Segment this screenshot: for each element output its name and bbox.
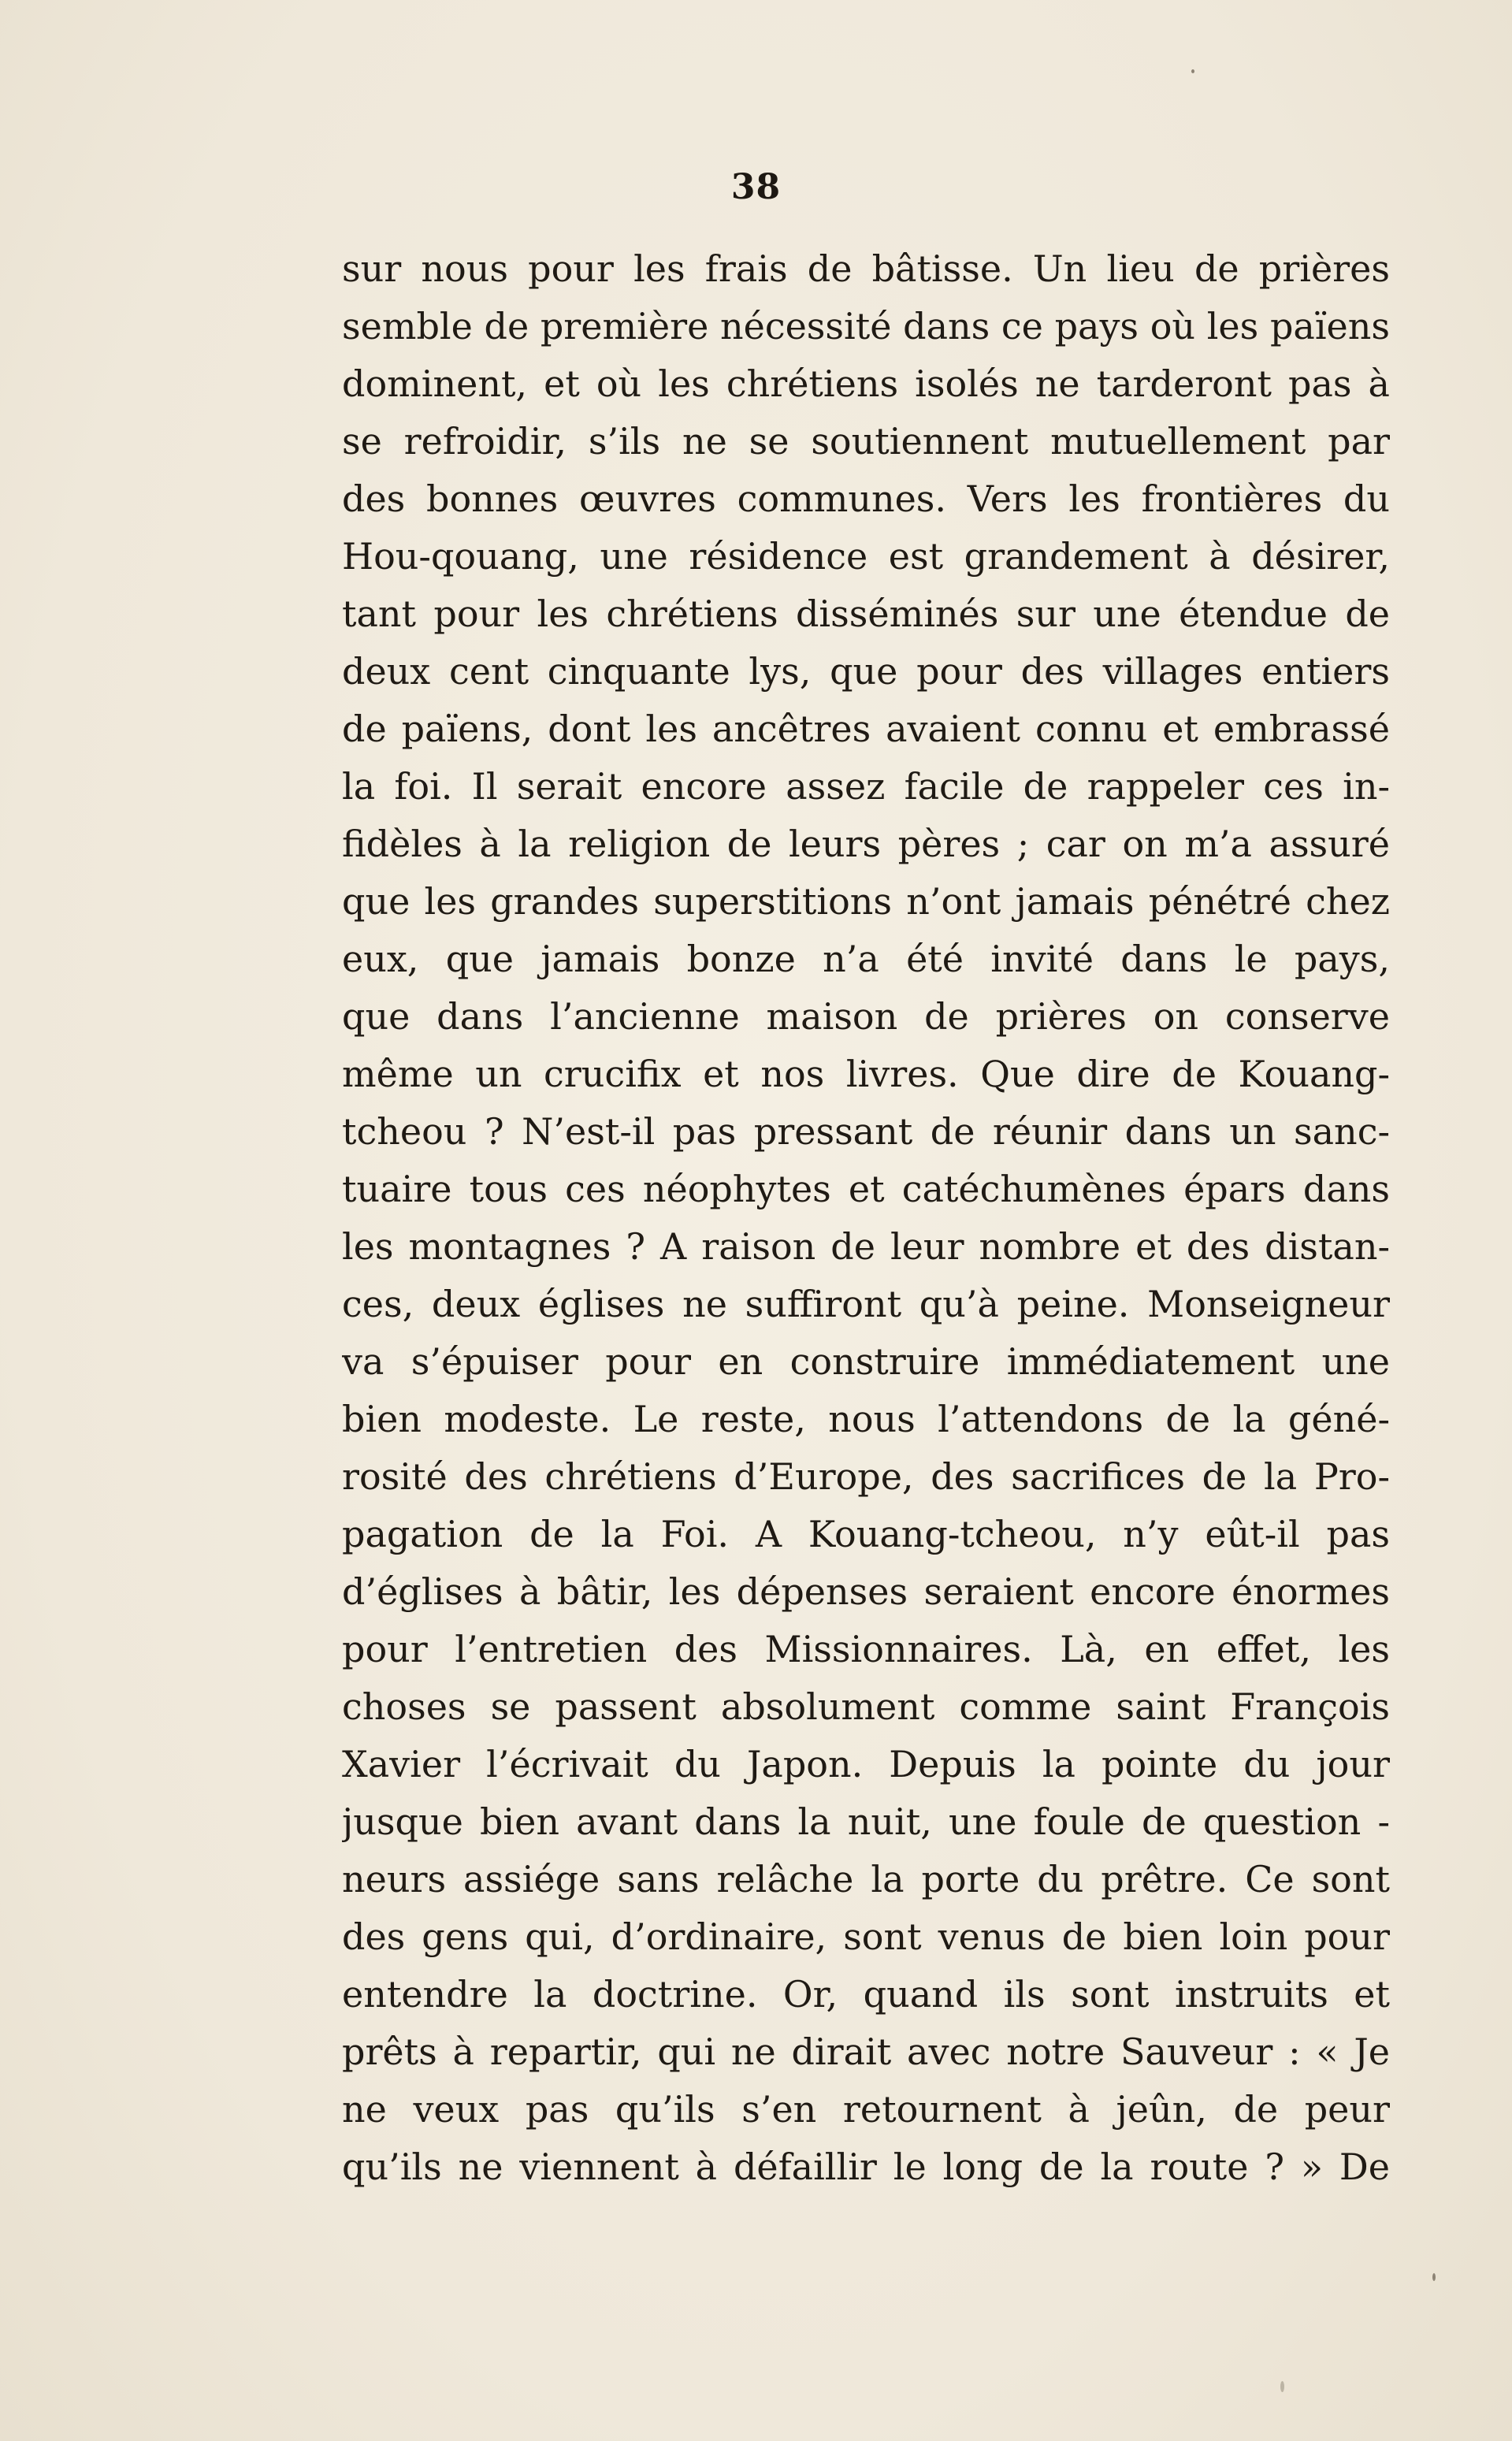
text-line: les montagnes ? A raison de leur nombre et des distan-	[342, 1225, 1390, 1268]
text-line: de païens, dont les ancêtres avaient connu et embrassé	[342, 708, 1390, 750]
text-line: rosité des chrétiens d’Europe, des sacrifices de la Pro-	[342, 1455, 1390, 1498]
page-number: 38	[730, 167, 782, 207]
text-line: fidèles à la religion de leurs pères ; car on m’a assuré	[342, 823, 1390, 865]
text-line: des gens qui, d’ordinaire, sont venus de bien loin pour	[342, 1915, 1390, 1958]
text-line: prêts à repartir, qui ne dirait avec notre Sauveur : « Je	[342, 2030, 1390, 2073]
text-line: jusque bien avant dans la nuit, une foule de question -	[342, 1800, 1390, 1843]
text-line: des bonnes œuvres communes. Vers les frontières du	[342, 477, 1390, 520]
paper-speck	[1280, 2381, 1284, 2392]
text-line: la foi. Il serait encore assez facile de rappeler ces in-	[342, 765, 1390, 808]
text-line: que dans l’ancienne maison de prières on conserve	[342, 995, 1390, 1038]
text-line: tuaire tous ces néophytes et catéchumènes épars dans	[342, 1168, 1390, 1210]
paper-speck	[1191, 69, 1194, 73]
paper-speck	[1432, 2273, 1436, 2281]
text-line: eux, que jamais bonze n’a été invité dans le pays,	[342, 938, 1390, 980]
text-line: deux cent cinquante lys, que pour des villages entiers	[342, 650, 1390, 693]
text-line: tant pour les chrétiens disséminés sur une étendue de	[342, 593, 1390, 635]
body-text	[342, 240, 1390, 2196]
text-line: choses se passent absolument comme saint François	[342, 1685, 1390, 1728]
text-line: entendre la doctrine. Or, quand ils sont instruits et	[342, 1973, 1390, 2016]
text-line: même un crucifix et nos livres. Que dire de Kouang-	[342, 1053, 1390, 1095]
text-line: Hou-qouang, une résidence est grandement à désirer,	[342, 535, 1390, 578]
text-line: neurs assiége sans relâche la porte du prêtre. Ce sont	[342, 1858, 1390, 1900]
text-line: bien modeste. Le reste, nous l’attendons de la géné-	[342, 1398, 1390, 1440]
text-line: que les grandes superstitions n’ont jamais pénétré chez	[342, 880, 1390, 923]
text-line: ne veux pas qu’ils s’en retournent à jeûn, de peur	[342, 2088, 1390, 2131]
text-line: sur nous pour les frais de bâtisse. Un lieu de prières	[342, 247, 1390, 290]
text-line: pour l’entretien des Missionnaires. Là, en effet, les	[342, 1628, 1390, 1670]
text-line: qu’ils ne viennent à défaillir le long de la route ? » De	[342, 2146, 1390, 2188]
text-line: tcheou ? N’est-il pas pressant de réunir dans un sanc-	[342, 1110, 1390, 1153]
text-line: Xavier l’écrivait du Japon. Depuis la pointe du jour	[342, 1743, 1390, 1785]
text-line: se refroidir, s’ils ne se soutiennent mutuellement par	[342, 420, 1390, 463]
text-line: va s’épuiser pour en construire immédiatement une	[342, 1340, 1390, 1383]
text-line: ces, deux églises ne suffiront qu’à peine. Monseigneur	[342, 1283, 1390, 1325]
text-line: d’églises à bâtir, les dépenses seraient encore énormes	[342, 1570, 1390, 1613]
text-line: pagation de la Foi. A Kouang-tcheou, n’y eût-il pas	[342, 1513, 1390, 1555]
text-line: semble de première nécessité dans ce pays où les païens	[342, 305, 1390, 347]
text-line: dominent, et où les chrétiens isolés ne tarderont pas à	[342, 362, 1390, 405]
